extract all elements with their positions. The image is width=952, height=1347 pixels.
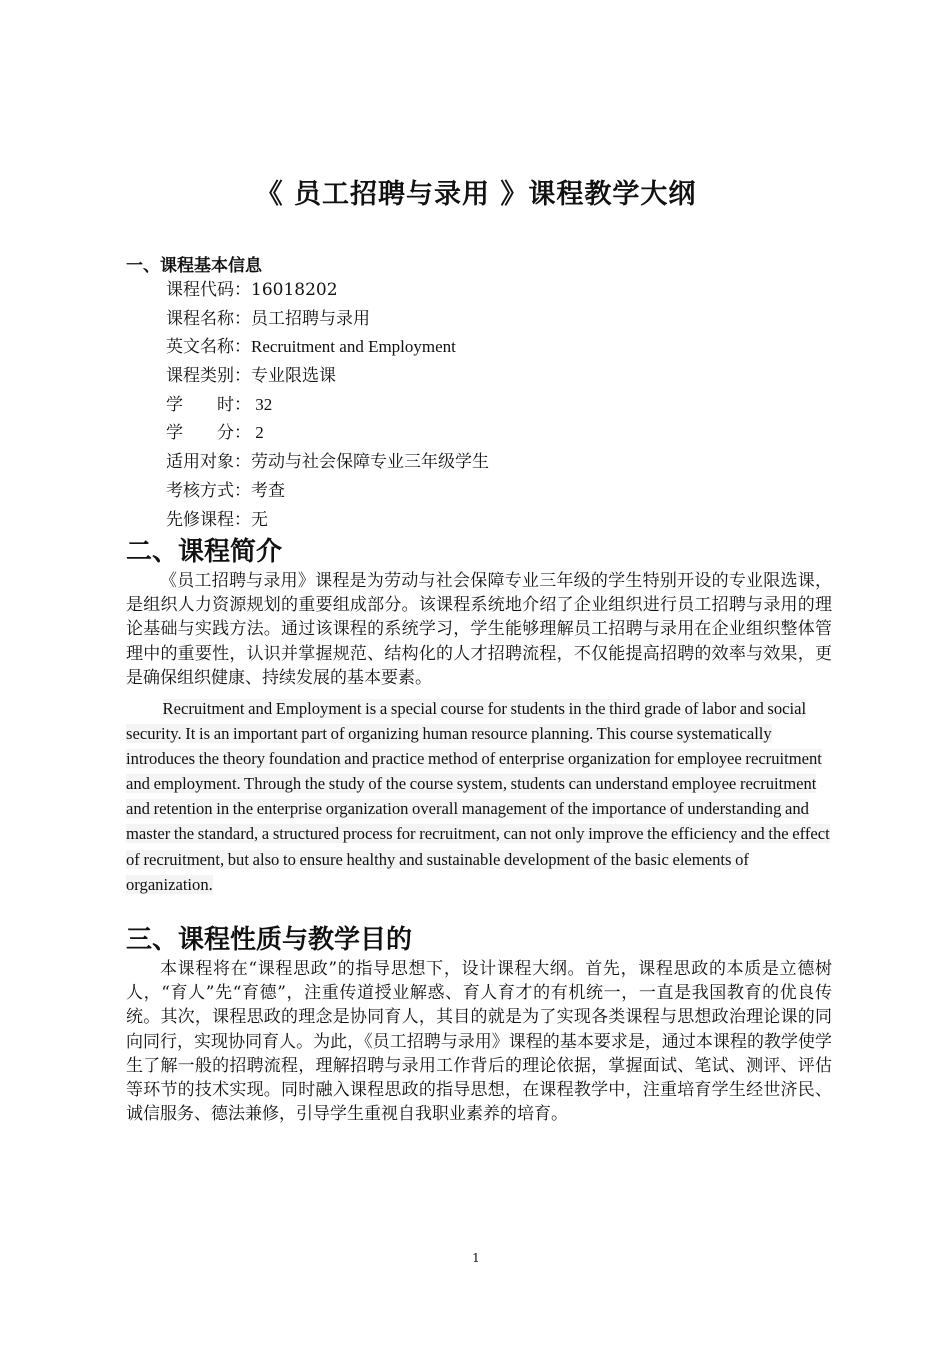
info-value: 16018202 (251, 280, 338, 300)
info-label: 学 时： (166, 394, 251, 415)
info-value: 员工招聘与录用 (251, 308, 370, 329)
info-row-assessment (166, 477, 766, 506)
page-number: 1 (472, 1251, 480, 1265)
section-heading-course-nature: 三、课程性质与教学目的 (126, 925, 413, 955)
info-row-course-name (166, 305, 766, 334)
info-row-hours (166, 391, 766, 420)
info-row-course-code (166, 276, 766, 305)
info-value: 劳动与社会保障专业三年级学生 (251, 452, 489, 473)
info-row-course-category (166, 362, 766, 391)
course-info-list (166, 276, 766, 534)
info-label: 英文名称： (166, 337, 251, 358)
section-heading-course-intro: 二、课程简介 (126, 537, 283, 567)
info-row-prerequisites (166, 506, 766, 535)
info-value: Recruitment and Employment (251, 337, 456, 357)
info-label: 课程名称： (166, 308, 251, 329)
info-value: 无 (251, 509, 268, 530)
info-label: 考核方式： (166, 480, 251, 501)
info-label: 先修课程： (166, 509, 251, 530)
info-value: 考查 (251, 480, 285, 501)
info-value: 专业限选课 (251, 366, 336, 387)
course-intro-zh-paragraph: 《员工招聘与录用》课程是为劳动与社会保障专业三年级的学生特别开设的专业限选课，是组织人力资源规划的重要组成部分。该课程系统地介绍了企业组织进行员工招聘与录用的理论基础与实践方法。通过该课程的系统学习，学生能够理解员工招聘与录用在企业组织整体管理中的重要性，认识并掌握规范、结构化的人才招聘流程，不仅能提高招聘的效率与效果，更是确保组织健康、持续发展的基本要素。 (126, 571, 832, 688)
info-label: 学 分： (166, 423, 251, 444)
info-row-english-name (166, 333, 766, 362)
course-intro-en-paragraph (126, 696, 834, 897)
info-row-credits (166, 419, 766, 448)
course-intro-en-text: Recruitment and Employment is a special course for students in the third grade of labor and social security. It is an important part of organizing human resource planning. This course systematically introduces the theory foundation and practice method of enterprise organization for employee recruitment and employment. Through the study of the course system, students can understand employee recruitment and retention in the enterprise organization overall management of the importance of understanding and master the standard, a structured process for recruitment, can not only improve the efficiency and the effect of recruitment, but also to ensure healthy and sustainable development of the basic elements of organization. (126, 699, 830, 894)
section-heading-basic-info: 一、课程基本信息 (126, 256, 262, 276)
info-label: 课程类别： (166, 366, 251, 387)
page-title: 《 员工招聘与录用 》课程教学大纲 (255, 179, 697, 210)
info-value: 2 (251, 423, 264, 443)
info-row-target-students (166, 448, 766, 477)
info-label: 课程代码： (166, 280, 251, 300)
course-nature-paragraph: 本课程将在“课程思政”的指导思想下，设计课程大纲。首先，课程思政的本质是立德树人，“育人”先“育德”，注重传道授业解惑、育人育才的有机统一，一直是我国教育的优良传统。其次，课程思政的理念是协同育人，其目的就是为了实现各类课程与思想政治理论课的同向同行，实现协同育人。为此，《员工招聘与录用》课程的基本要求是，通过本课程的教学使学生了解一般的招聘流程，理解招聘与录用工作背后的理论依据，掌握面试、笔试、测评、评估等环节的技术实现。同时融入课程思政的指导思想，在课程教学中，注重培育学生经世济民、诚信服务、德法兼修，引导学生重视自我职业素养的培育。 (126, 959, 832, 1125)
info-value: 32 (251, 394, 273, 414)
info-label: 适用对象： (166, 452, 251, 473)
